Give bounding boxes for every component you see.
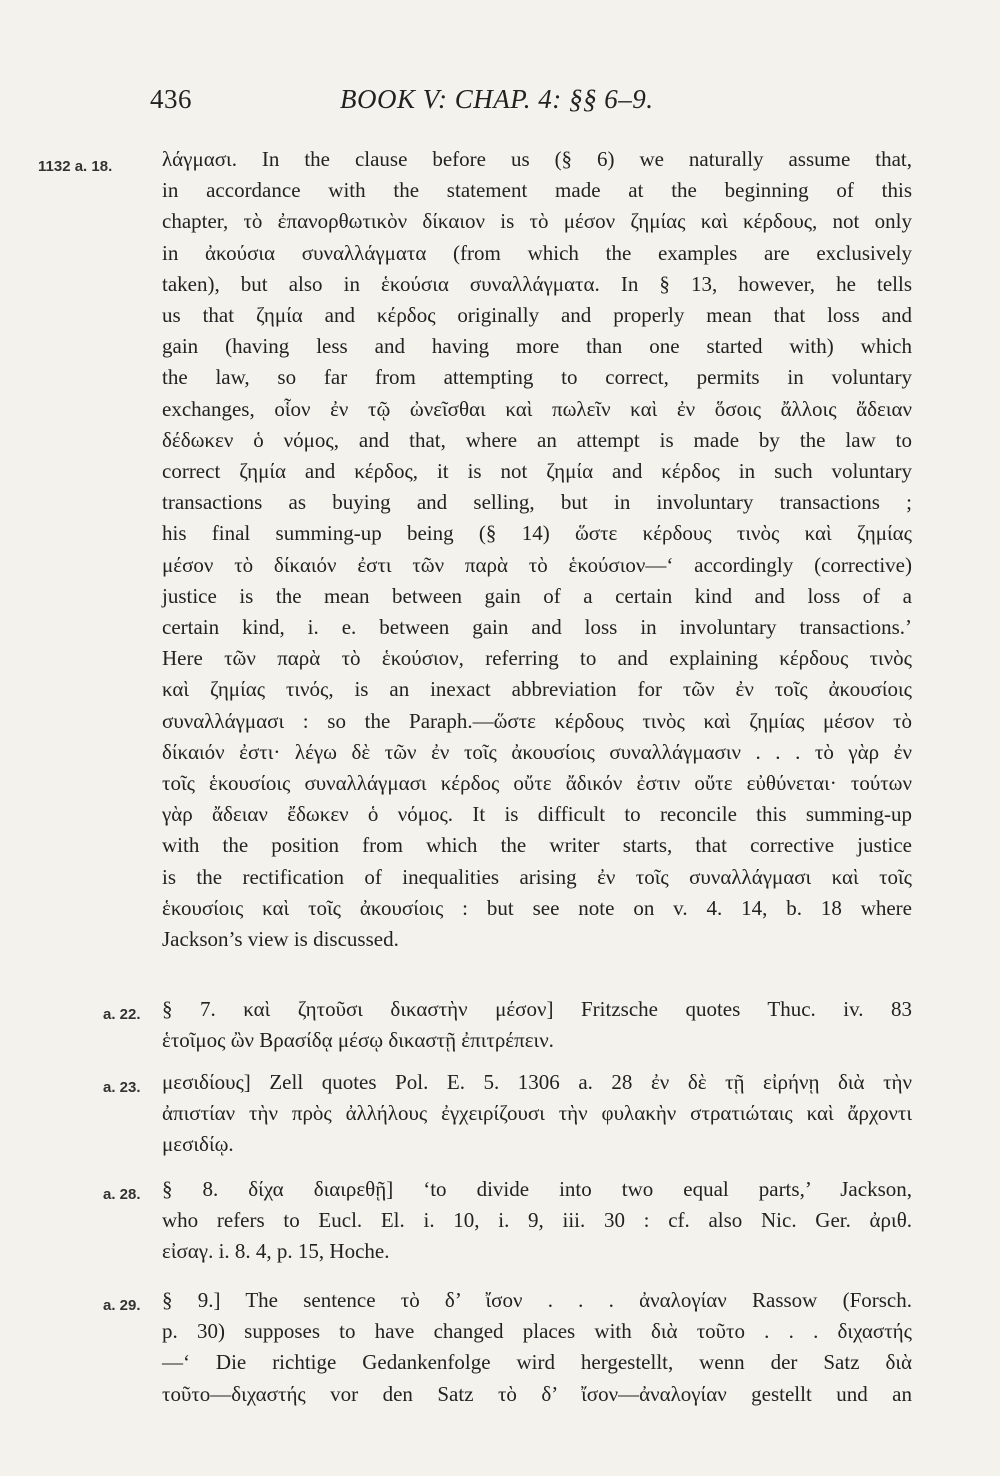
text-line: § 8. δίχα διαιρεθῇ] ‘to divide into two equal parts,’ Jackson, — [162, 1177, 912, 1201]
page-number: 436 — [150, 84, 192, 114]
text-line: justice is the mean between gain of a certain kind and loss of a — [162, 583, 912, 608]
note-ref: a. 23. — [103, 1079, 141, 1096]
note-ref: a. 22. — [103, 1006, 141, 1023]
text-line: gain (having less and having more than one started with) which — [162, 334, 912, 359]
text-line: συναλλάγμασι : so the Paraph.—ὥστε κέρδους τινὸς καὶ ζημίας μέσον τὸ — [162, 708, 912, 733]
text-line: in accordance with the statement made at the beginning of this — [162, 178, 912, 203]
text-line: Here τῶν παρὰ τὸ ἑκούσιον, referring to and explaining κέρδους τινὸς — [162, 646, 912, 671]
text-line: —‘ Die richtige Gedankenfolge wird hergestellt, wenn der Satz διὰ — [162, 1350, 912, 1375]
text-line: § 7. καὶ ζητοῦσι δικαστὴν μέσον] Fritzsche quotes Thuc. iv. 83 — [162, 997, 912, 1021]
note-body — [162, 1067, 912, 1161]
text-line: who refers to Eucl. El. i. 10, i. 9, iii. 30 : cf. also Nic. Ger. ἀριθ. — [162, 1208, 912, 1233]
text-line: certain kind, i. e. between gain and loss in involuntary transactions.’ — [162, 615, 912, 640]
text-line: εἰσαγ. i. 8. 4, p. 15, Hoche. — [162, 1239, 390, 1264]
text-line: exchanges, οἷον ἐν τῷ ὠνεῖσθαι καὶ πωλεῖν καὶ ἐν ὅσοις ἄλλοις ἄδειαν — [162, 396, 912, 421]
text-line: us that ζημία and κέρδος originally and properly mean that loss and — [162, 303, 912, 328]
text-line: λάγμασι. In the clause before us (§ 6) we naturally assume that, — [162, 147, 912, 171]
running-head: BOOK V: CHAP. 4: §§ 6–9. — [340, 84, 654, 114]
text-line: καὶ ζημίας τινός, is an inexact abbreviation for τῶν ἐν τοῖς ἀκουσίοις — [162, 677, 912, 702]
note-body — [162, 994, 912, 1056]
text-line: δίκαιόν ἐστι· λέγω δὲ τῶν ἐν τοῖς ἀκουσίοις συναλλάγμασιν . . . τὸ γὰρ ἐν — [162, 739, 912, 764]
text-line: γὰρ ἄδειαν ἔδωκεν ὁ νόμος. It is difficult to reconcile this summing-up — [162, 802, 912, 827]
note-body — [162, 1285, 912, 1410]
text-line: ἀπιστίαν τὴν πρὸς ἀλλήλους ἐγχειρίζουσι τὴν φυλακὴν στρατιώταις καὶ ἄρχοντι — [162, 1101, 912, 1126]
text-line: τοῖς ἑκουσίοις συναλλάγμασι κέρδος οὔτε ἄδικόν ἐστιν οὔτε εὐθύνεται· τούτων — [162, 771, 912, 796]
note-ref: a. 29. — [103, 1297, 141, 1314]
text-line: μεσιδίῳ. — [162, 1132, 234, 1157]
text-line: correct ζημία and κέρδος, it is not ζημία and κέρδος in such voluntary — [162, 459, 912, 484]
text-line: δέδωκεν ὁ νόμος, and that, where an attempt is made by the law to — [162, 427, 912, 452]
text-line: ἑτοῖμος ὢν Βρασίδᾳ μέσῳ δικαστῇ ἐπιτρέπειν. — [162, 1028, 554, 1053]
note-body — [162, 144, 912, 955]
text-line: chapter, τὸ ἐπανορθωτικὸν δίκαιον is τὸ μέσον ζημίας καὶ κέρδους, not only — [162, 209, 912, 234]
note-ref: 1132 a. 18. — [38, 158, 113, 175]
text-line: is the rectification of inequalities arising ἐν τοῖς συναλλάγμασι καὶ τοῖς — [162, 864, 912, 889]
text-line: p. 30) supposes to have changed places with διὰ τοῦτο . . . διχαστής — [162, 1319, 912, 1344]
note-body — [162, 1174, 912, 1268]
text-line: with the position from which the writer starts, that corrective justice — [162, 833, 912, 858]
text-line: transactions as buying and selling, but in involuntary transactions ; — [162, 490, 912, 515]
text-line: the law, so far from attempting to correct, permits in voluntary — [162, 365, 912, 390]
text-line: in ἀκούσια συναλλάγματα (from which the examples are exclusively — [162, 240, 912, 265]
text-line: μεσιδίους] Zell quotes Pol. E. 5. 1306 a. 28 ἐν δὲ τῇ εἰρήνῃ διὰ τὴν — [162, 1070, 912, 1094]
text-line: taken), but also in ἑκούσια συναλλάγματα. In § 13, however, he tells — [162, 271, 912, 296]
text-line: Jackson’s view is discussed. — [162, 927, 399, 952]
text-line: τοῦτο—διχαστής vor den Satz τὸ δ’ ἴσον—ἀναλογίαν gestellt und an — [162, 1381, 912, 1406]
text-line: § 9.] The sentence τὸ δ’ ἴσον . . . ἀναλογίαν Rassow (Forsch. — [162, 1288, 912, 1312]
text-line: ἑκουσίοις καὶ τοῖς ἀκουσίοις : but see note on v. 4. 14, b. 18 where — [162, 895, 912, 920]
note-ref: a. 28. — [103, 1186, 141, 1203]
text-line: μέσον τὸ δίκαιόν ἐστι τῶν παρὰ τὸ ἑκούσιον—‘ accordingly (corrective) — [162, 552, 912, 577]
text-line: his final summing-up being (§ 14) ὥστε κέρδους τινὸς καὶ ζημίας — [162, 521, 912, 546]
